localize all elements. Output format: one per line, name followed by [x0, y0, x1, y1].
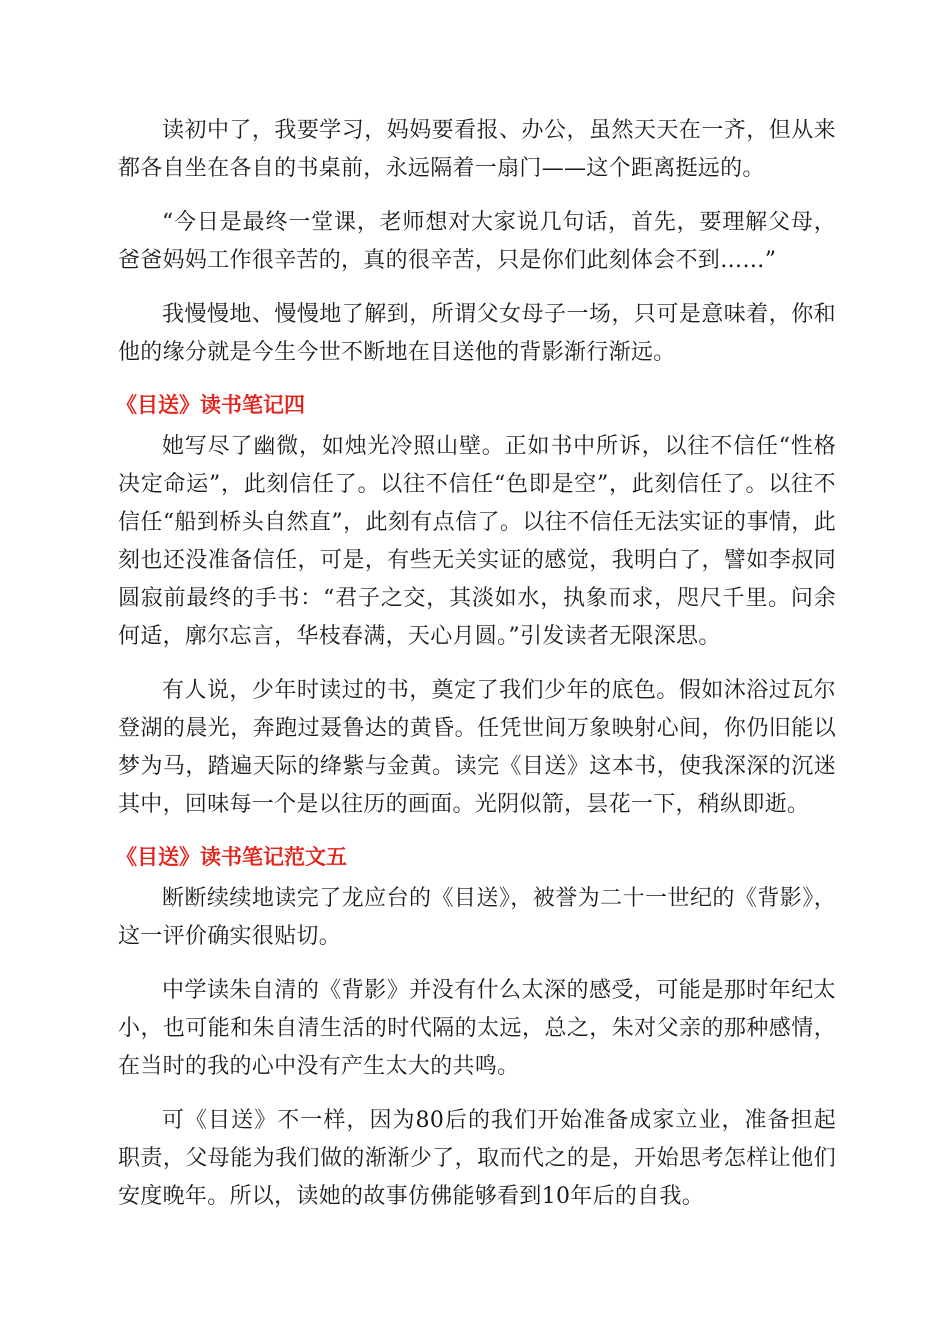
paragraph-8: 可《目送》不一样，因为80后的我们开始准备成家立业，准备担起职责，父母能为我们做的渐渐少了，取而代之的是，开始思考怎样让他们安度晚年。所以，读她的故事仿佛能够看到10年后的自我。: [118, 1108, 836, 1209]
paragraph-1: 读初中了，我要学习，妈妈要看报、办公，虽然天天在一齐，但从来都各自坐在各自的书桌前，永远隔着一扇门——这个距离挺远的。: [118, 118, 836, 181]
paragraph-7: 中学读朱自清的《背影》并没有什么太深的感受，可能是那时年纪太小，也可能和朱自清生活的时代隔的太远，总之，朱对父亲的那种感情，在当时的我的心中没有产生太大的共鸣。: [118, 978, 836, 1079]
paragraph-2: “今日是最终一堂课，老师想对大家说几句话，首先，要理解父母，爸爸妈妈工作很辛苦的，真的很辛苦，只是你们此刻体会不到……”: [118, 210, 836, 273]
paragraph-4: 她写尽了幽微，如烛光冷照山壁。正如书中所诉，以往不信任“性格决定命运”，此刻信任了。以往不信任“色即是空”，此刻信任了。以往不信任“船到桥头自然直”，此刻有点信了。以往不信任无法实证的事情，此刻也还没准备信任，可是，有些无关实证的感觉，我明白了，譬如李叔同圆寂前最终的手书：“君子之交，其淡如水，执象而求，咫尺千里。问余何适，廓尔忘言，华枝春满，天心月圆。”引发读者无限深思。: [118, 434, 836, 649]
section-heading-5: 《目送》读书笔记范文五: [116, 845, 347, 869]
section-heading-4: 《目送》读书笔记四: [116, 393, 305, 417]
paragraph-6: 断断续续地读完了龙应台的《目送》，被誉为二十一世纪的《背影》，这一评价确实很贴切。: [118, 886, 836, 949]
paragraph-5: 有人说，少年时读过的书，奠定了我们少年的底色。假如沐浴过瓦尔登湖的晨光，奔跑过聂鲁达的黄昏。任凭世间万象映射心间，你仍旧能以梦为马，踏遍天际的绛紫与金黄。读完《目送》这本书，使我深深的沉迷其中，回味每一个是以往历的画面。光阴似箭，昙花一下，稍纵即逝。: [118, 678, 836, 817]
document-page: [118, 112, 836, 1232]
paragraph-3: 我慢慢地、慢慢地了解到，所谓父女母子一场，只可是意味着，你和他的缘分就是今生今世不断地在目送他的背影渐行渐远。: [118, 302, 836, 365]
